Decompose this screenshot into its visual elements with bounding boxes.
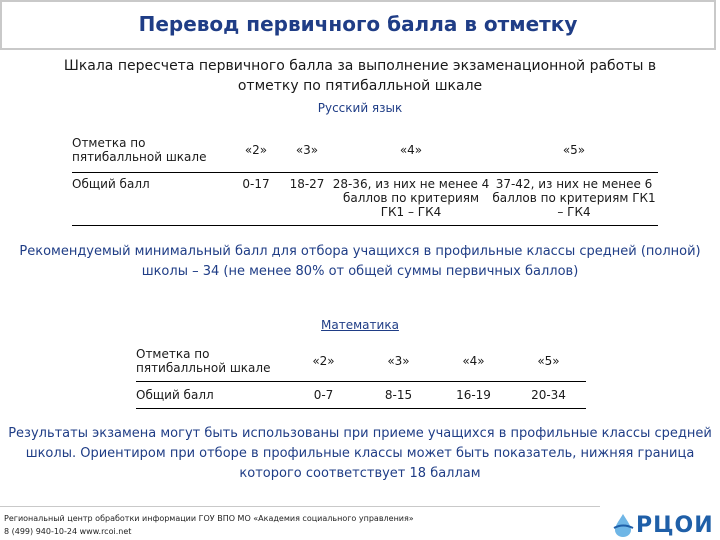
grade-cell: «3» [361,341,436,382]
section-label-russian: Русский язык [317,101,403,115]
footer-divider [0,506,600,507]
rcoi-logo [612,512,716,538]
table-row [136,382,586,409]
table-row [72,128,658,173]
title-bar [0,0,716,50]
row-header: Общий балл [72,173,230,226]
row-header: Общий балл [136,382,286,409]
score-cell: 18-27 [282,173,332,226]
footer [4,512,414,538]
grade-cell: «3» [282,128,332,173]
score-cell: 28-36, из них не менее 4 баллов по критериям ГК1 – ГК4 [332,173,490,226]
page-title: Перевод первичного балла в отметку [138,12,578,36]
row-header: Отметка по пятибалльной шкале [72,128,230,173]
russian-score-table [72,128,658,226]
subtitle: Шкала пересчета первичного балла за выполнение экзаменационной работы в отметку по пятибалльной шкале [63,58,657,94]
table-row [72,173,658,226]
score-cell: 8-15 [361,382,436,409]
logo-text: РЦОИ [636,513,714,538]
score-cell: 0-7 [286,382,361,409]
drop-icon [612,512,634,538]
math-score-table [136,341,586,409]
row-header: Отметка по пятибалльной шкале [136,341,286,382]
grade-cell: «4» [332,128,490,173]
score-cell: 16-19 [436,382,511,409]
score-cell: 0-17 [230,173,282,226]
grade-cell: «5» [511,341,586,382]
footer-contact: 8 (499) 940-10-24 www.rcoi.net [4,527,132,536]
grade-cell: «4» [436,341,511,382]
note-recommended-minimum: Рекомендуемый минимальный балл для отбора учащихся в профильные классы средней (полной) школы – 34 (не менее 80% от общей суммы первичных баллов) [19,244,701,279]
grade-cell: «2» [230,128,282,173]
grade-cell: «2» [286,341,361,382]
score-cell: 37-42, из них не менее 6 баллов по критериям ГК1 – ГК4 [490,173,658,226]
score-cell: 20-34 [511,382,586,409]
grade-cell: «5» [490,128,658,173]
table-row [136,341,586,382]
section-label-math: Математика [321,318,399,332]
note-admission: Результаты экзамена могут быть использованы при приеме учащихся в профильные классы средней школы. Ориентиром при отборе в профильные классы может быть показатель, нижняя граница которого соответствует 18 баллам [8,426,712,481]
footer-org: Региональный центр обработки информации ГОУ ВПО МО «Академия социального управления» [4,514,414,523]
